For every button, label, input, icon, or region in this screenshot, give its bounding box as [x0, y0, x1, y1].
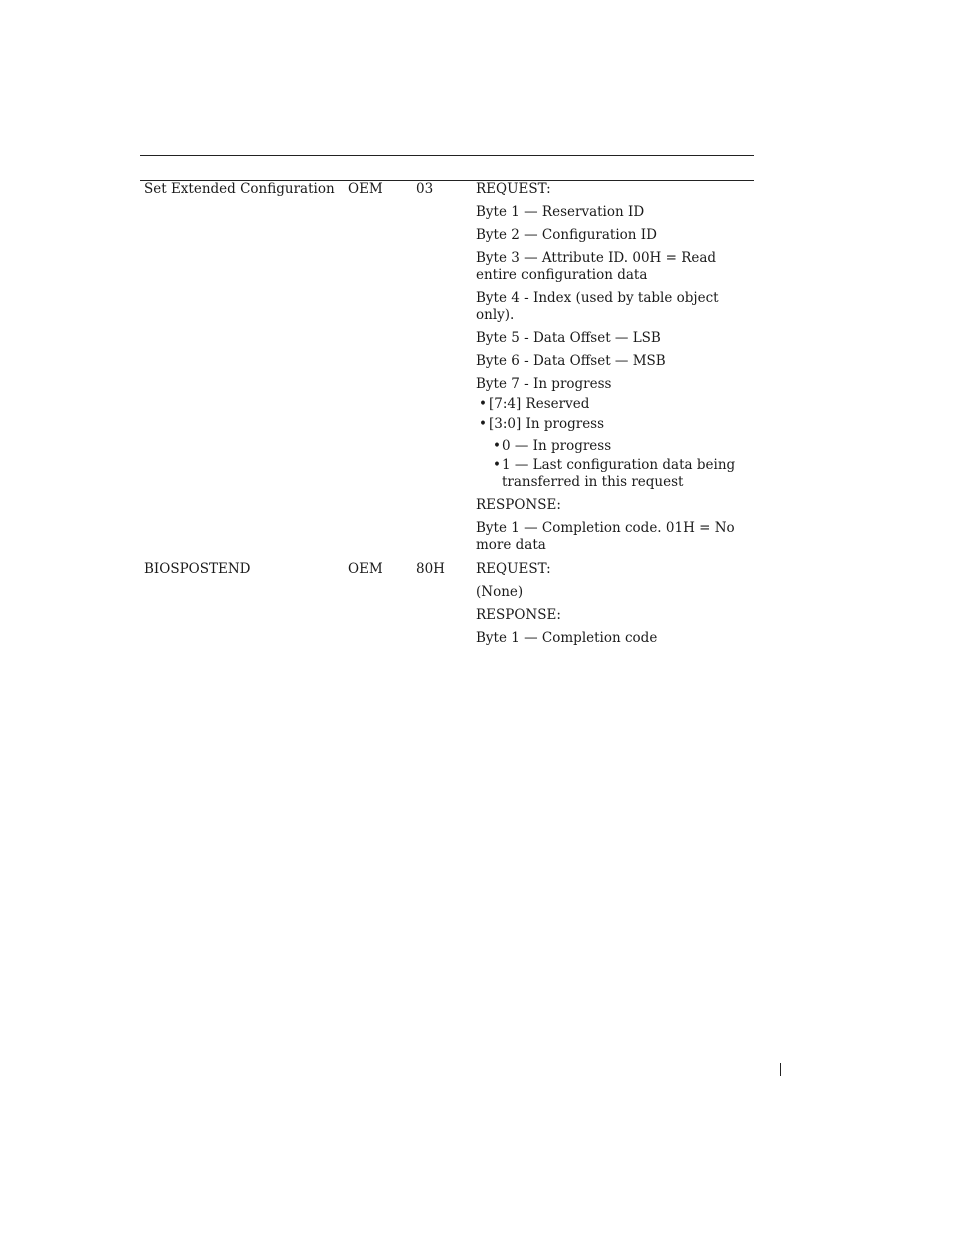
request-label: REQUEST: [476, 181, 551, 197]
command-table [140, 180, 754, 653]
table-top-rule [140, 155, 754, 156]
response-byte-1: Byte 1 — Completion code. 01H = No more data [476, 520, 735, 553]
bullet-item-reserved [476, 396, 748, 413]
command-code: 80H [416, 561, 445, 577]
bullet-icon: • [493, 457, 501, 473]
request-byte-1: Byte 1 — Reservation ID [476, 204, 645, 220]
command-name: Set Extended Configuration [144, 181, 335, 197]
page-margin-mark [780, 1063, 781, 1076]
request-byte-4: Byte 4 - Index (used by table object only). [476, 290, 719, 323]
request-byte-3: Byte 3 — Attribute ID. 00H = Read [476, 250, 717, 266]
bullet-icon: • [479, 416, 487, 432]
bullet-item-in-progress [476, 416, 748, 433]
request-byte-3-cont: entire configuration data [476, 267, 648, 283]
table-row [140, 560, 754, 647]
request-byte-6: Byte 6 - Data Offset — MSB [476, 353, 666, 369]
sub-bullet-item-1 [476, 457, 748, 491]
command-description [476, 180, 748, 554]
command-name: BIOSPOSTEND [144, 561, 251, 577]
bullet-icon: • [479, 396, 487, 412]
bullet-text: [3:0] In progress [489, 416, 605, 432]
response-label: RESPONSE: [476, 497, 561, 513]
bullet-icon: • [493, 438, 501, 454]
bullet-text: 1 — Last configuration data being transferred in this request [502, 457, 736, 490]
bullet-text: 0 — In progress [502, 438, 612, 454]
request-byte-5: Byte 5 - Data Offset — LSB [476, 330, 661, 346]
response-label: RESPONSE: [476, 607, 561, 623]
command-type: OEM [348, 181, 383, 197]
sub-bullet-item-0 [476, 438, 748, 455]
request-none: (None) [476, 584, 524, 600]
request-byte-7: Byte 7 - In progress [476, 376, 612, 392]
command-type: OEM [348, 561, 383, 577]
table-row [140, 180, 754, 554]
response-byte-1: Byte 1 — Completion code [476, 630, 658, 646]
bullet-text: [7:4] Reserved [489, 396, 590, 412]
command-description [476, 560, 748, 647]
request-byte-2: Byte 2 — Configuration ID [476, 227, 657, 243]
request-label: REQUEST: [476, 561, 551, 577]
command-code: 03 [416, 181, 434, 197]
